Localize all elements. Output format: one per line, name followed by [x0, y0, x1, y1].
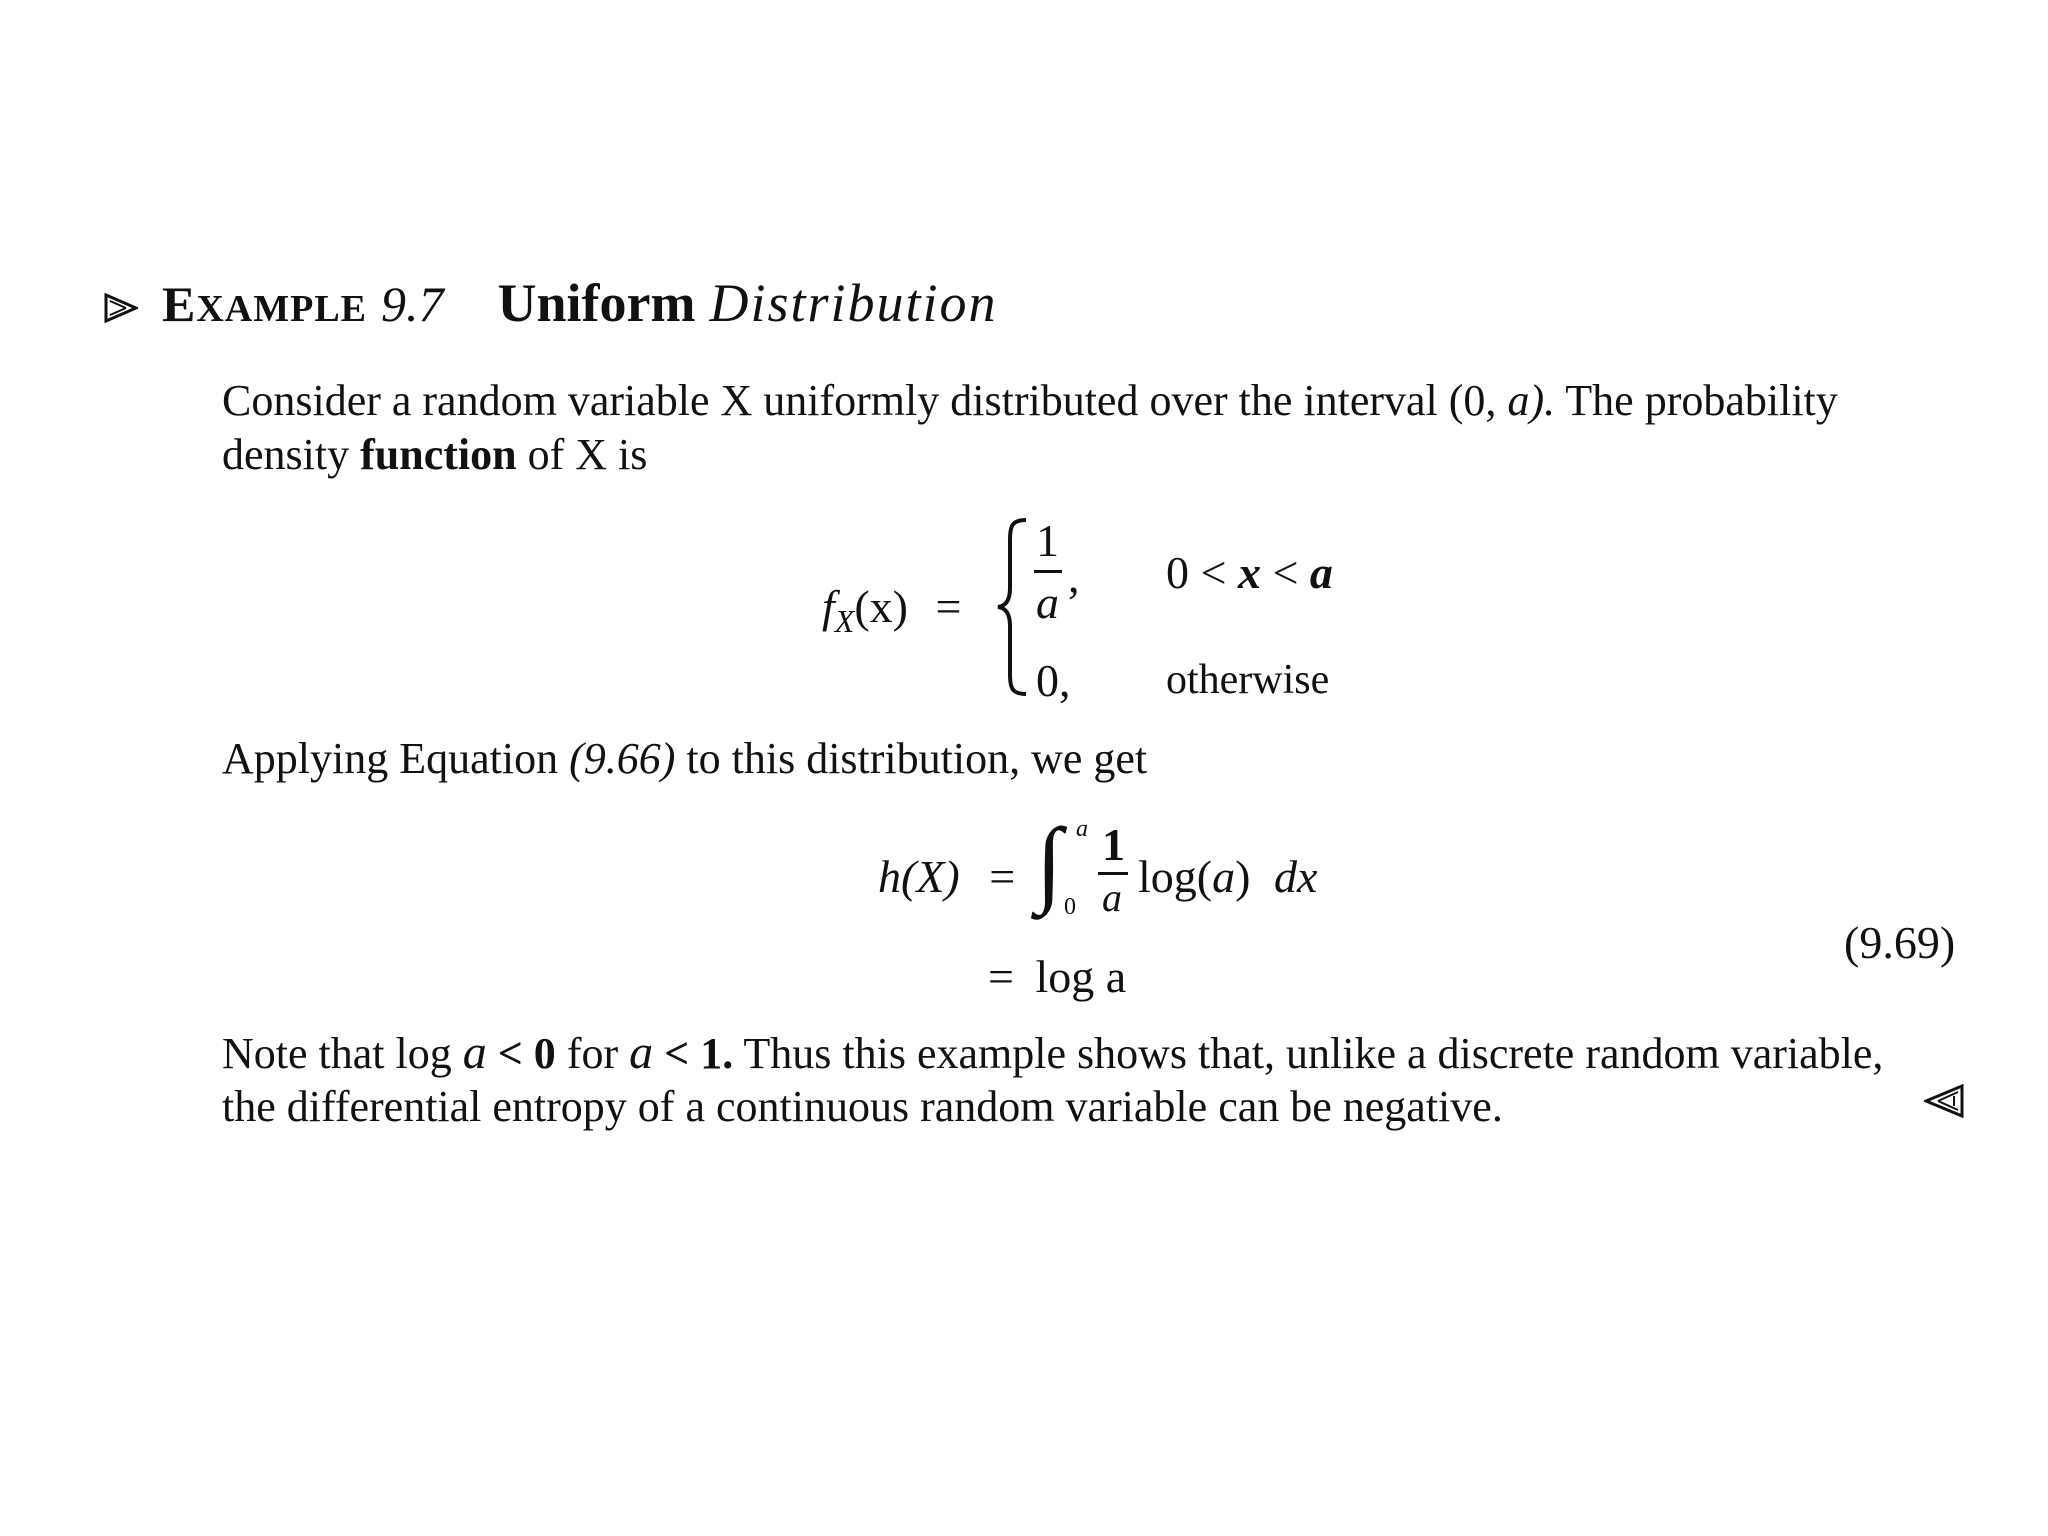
case1-comma: , — [1068, 551, 1080, 602]
heading-title-bold: Uniform — [497, 273, 696, 333]
interval-open: (0, — [1448, 376, 1508, 425]
text: to this distribution, we get — [675, 734, 1148, 783]
text: Thus this example shows that, unlike a discrete random variable, — [733, 1029, 1884, 1078]
paragraph-intro-line1 — [222, 374, 1838, 428]
integral-upper-limit: a — [1076, 816, 1088, 842]
entropy-log-term: log(a) dx — [1138, 851, 1318, 902]
text: Applying Equation — [222, 734, 570, 783]
case2-value: 0, — [1036, 655, 1071, 706]
heading-title-italic: Distribution — [709, 273, 998, 333]
example-heading — [104, 272, 998, 352]
entropy-fraction-denominator: a — [1102, 875, 1122, 920]
text: Consider a random variable X uniformly distributed over the interval — [222, 376, 1449, 425]
text: The probability — [1555, 376, 1838, 425]
interval-close: ). — [1529, 376, 1556, 425]
entropy-result: = log a — [988, 951, 1127, 1002]
case1-denominator: a — [1036, 577, 1059, 628]
interval-var: a — [1507, 376, 1530, 425]
less-than-zero: < 0 — [486, 1029, 556, 1078]
case1-numerator: 1 — [1036, 515, 1059, 566]
text: Note that log — [222, 1029, 463, 1078]
equation-reference: (9.66) — [569, 734, 676, 783]
paragraph-note-line2: the differential entropy of a continuous random variable can be negative. — [222, 1082, 1503, 1131]
integral-lower-limit: 0 — [1064, 894, 1076, 920]
paragraph-applying — [222, 732, 1147, 786]
paragraph-intro-line2 — [222, 428, 647, 482]
var-a: a — [462, 1026, 487, 1079]
less-than-one: < 1. — [653, 1029, 734, 1078]
text: density — [222, 430, 361, 479]
case1-condition: 0 < x < a — [1166, 547, 1333, 598]
triangle-right-icon — [104, 293, 138, 323]
case1-fraction-bar — [1034, 570, 1062, 573]
case2-condition: otherwise — [1166, 657, 1330, 703]
entropy-lhs: h(X) = — [878, 851, 1016, 902]
example-label: EXAMPLE — [162, 276, 368, 332]
example-number: 9.7 — [381, 276, 444, 332]
text: for — [555, 1029, 630, 1078]
entropy-fraction-numerator: 1 — [1102, 819, 1125, 870]
integral-sign: ∫ — [1036, 808, 1063, 915]
text: of X is — [516, 430, 648, 479]
pdf-lhs: $f_X(x)$ = — [822, 581, 962, 639]
function-word: function — [360, 430, 517, 479]
triangle-left-end-icon — [1924, 1084, 1964, 1118]
var-a: a — [629, 1026, 654, 1079]
left-brace-icon — [996, 516, 1032, 698]
paragraph-note-line1 — [222, 1026, 1883, 1081]
equation-number-label: (9.69) — [1844, 917, 1956, 968]
